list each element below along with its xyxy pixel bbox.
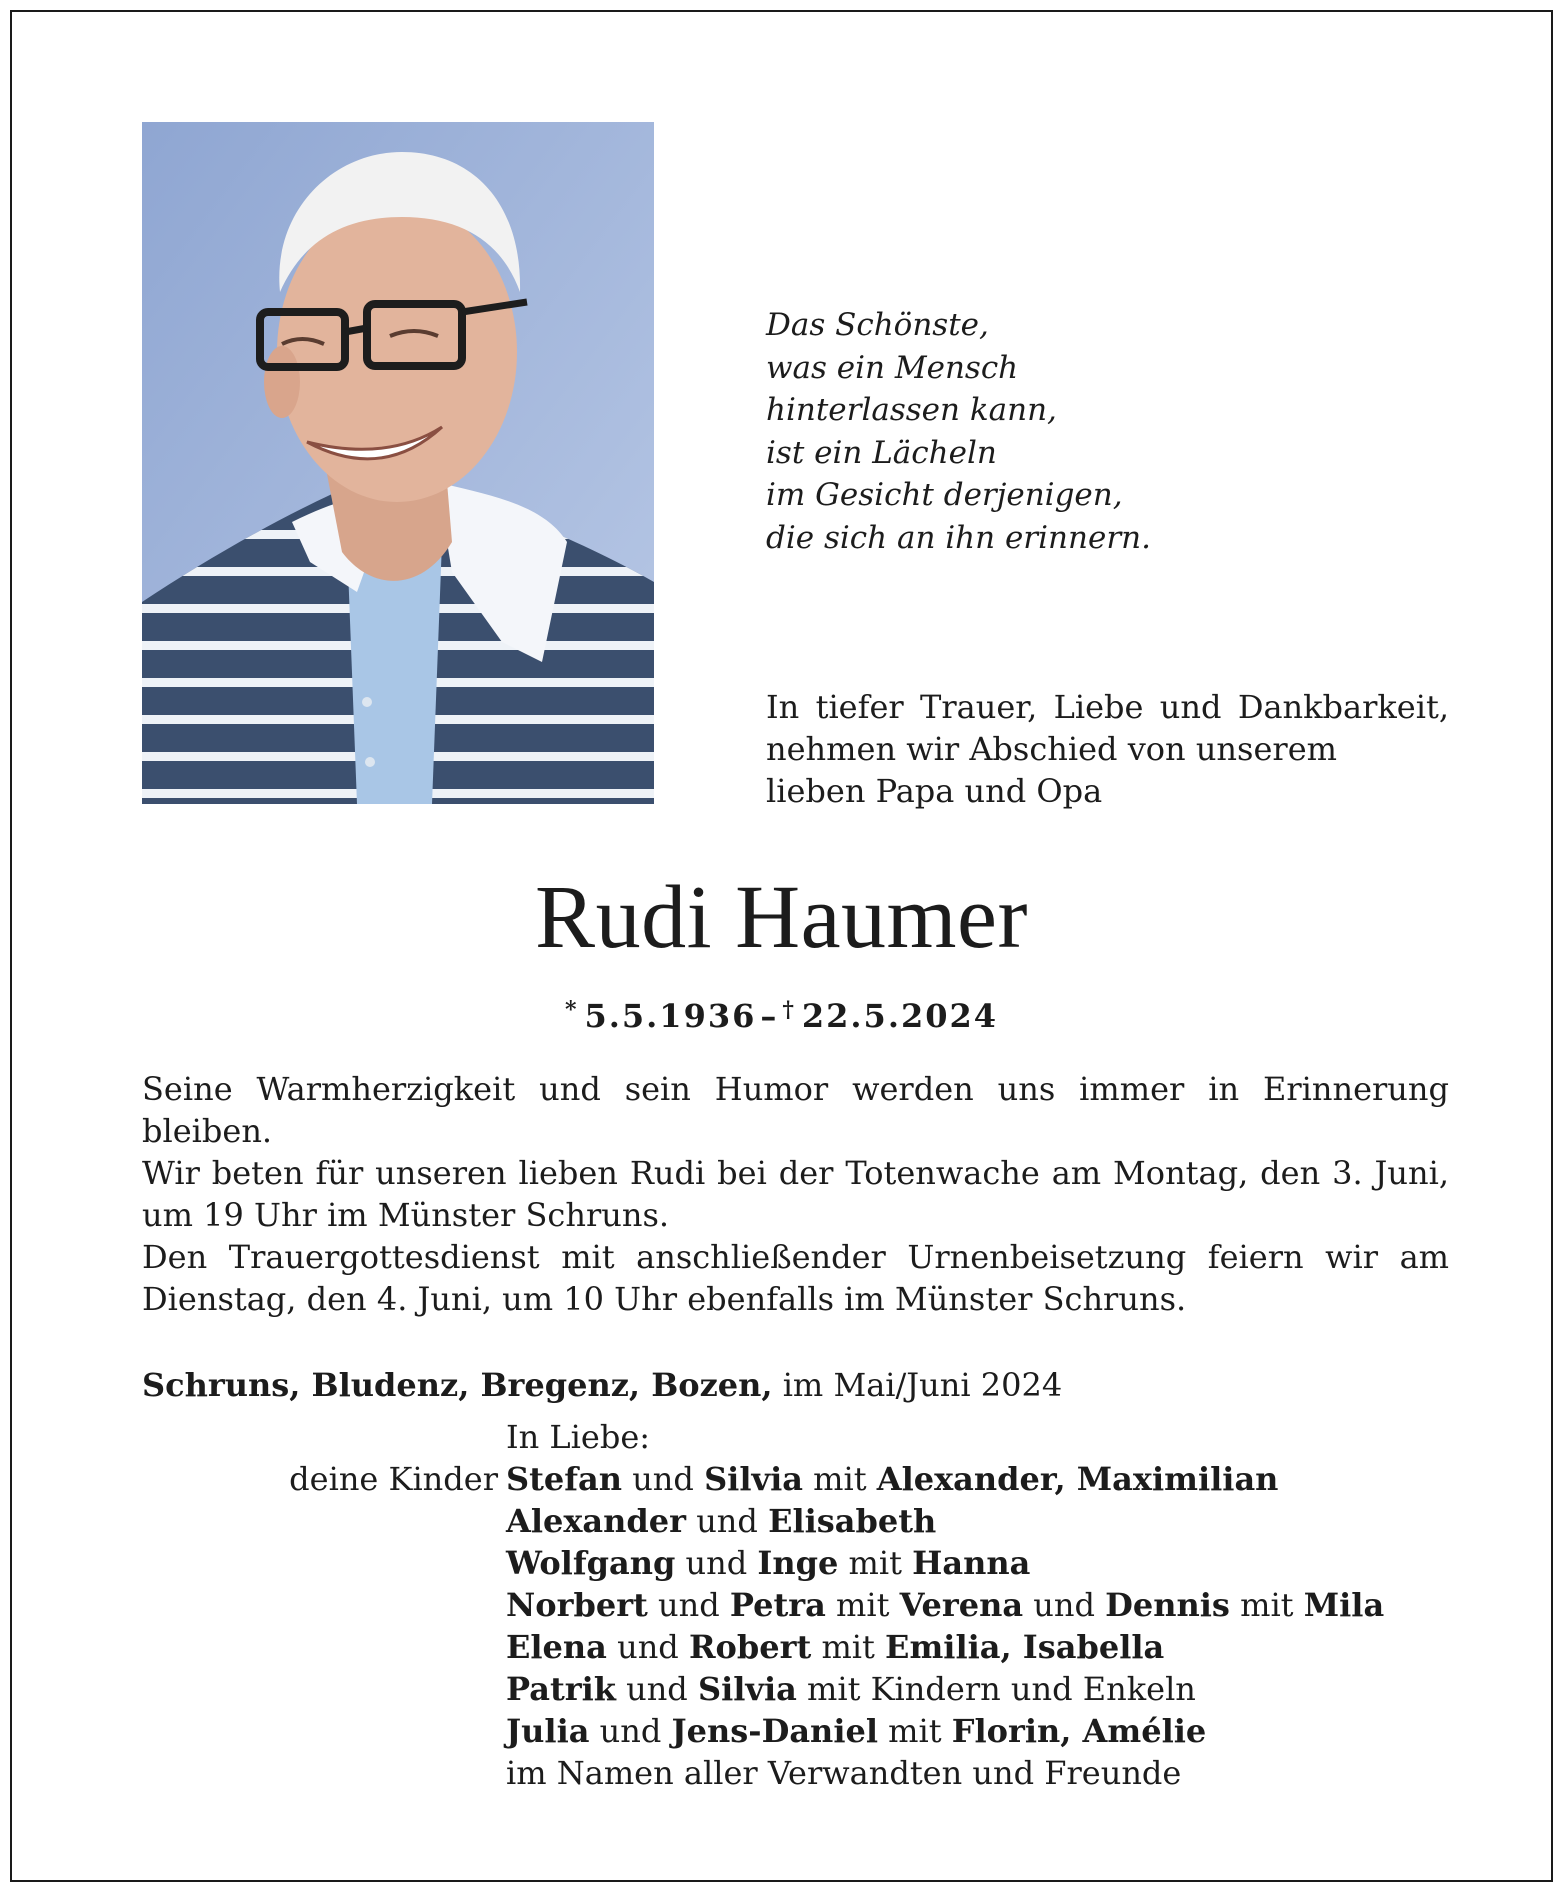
signer-name: Mila <box>1303 1586 1385 1624</box>
signer-connector: mit <box>877 1712 952 1750</box>
signers-intro: In Liebe: <box>506 1418 651 1456</box>
signer-name: Elena <box>506 1628 607 1666</box>
signer-name: Julia <box>506 1712 590 1750</box>
signer-names <box>506 1500 936 1542</box>
signer-connector: und <box>686 1502 769 1540</box>
signer-name: Silvia <box>704 1460 803 1498</box>
birth-date: 5.5.1936 <box>584 997 757 1035</box>
signer-name: Alexander <box>506 1502 687 1540</box>
signer-row <box>142 1458 1449 1500</box>
signer-name: Robert <box>688 1628 812 1666</box>
quote-line: hinterlassen kann, <box>766 392 1057 428</box>
places-and-date <box>142 1364 1062 1406</box>
signer-name: Florin, Amélie <box>951 1712 1207 1750</box>
signer-connector: und <box>675 1544 758 1582</box>
signer-name: Wolfgang <box>506 1544 676 1582</box>
paragraph-remembrance: Seine Warmherzigkeit und sein Humor werden uns immer in Erinnerung bleiben. <box>142 1070 1449 1150</box>
signer-name: Jens-Daniel <box>671 1712 878 1750</box>
birth-symbol: * <box>564 997 579 1023</box>
signer-connector: mit <box>1229 1586 1304 1624</box>
signer-connector: und <box>1023 1586 1106 1624</box>
obituary-frame <box>10 10 1553 1882</box>
memorial-quote <box>766 304 1286 559</box>
signer-row <box>142 1626 1449 1668</box>
death-date: 22.5.2024 <box>801 997 999 1035</box>
signer-name: Norbert <box>506 1586 648 1624</box>
signer-name: Elisabeth <box>768 1502 937 1540</box>
signers-closing: im Namen aller Verwandten und Freunde <box>506 1754 1182 1792</box>
signer-names <box>506 1542 1030 1584</box>
signer-row <box>142 1584 1449 1626</box>
signer-connector: mit <box>811 1628 886 1666</box>
mourning-statement <box>766 686 1449 812</box>
signer-name: Silvia <box>697 1670 797 1708</box>
signer-name: Alexander, Maximilian <box>876 1460 1279 1498</box>
place-names: Schruns, Bludenz, Bregenz, Bozen, <box>142 1366 773 1404</box>
paragraph-service: Den Trauergottesdienst mit anschließender Urnenbeisetzung feiern wir am Dienstag, den 4. Juni, um 10 Uhr ebenfalls im Münster Schruns. <box>142 1238 1449 1318</box>
signer-name: Verena <box>899 1586 1024 1624</box>
deceased-name: Rudi Haumer <box>535 868 1028 967</box>
notice-date: im Mai/Juni 2024 <box>782 1366 1063 1404</box>
signer-names <box>506 1458 1278 1500</box>
signer-name: Hanna <box>912 1544 1031 1582</box>
signer-name: Patrik <box>506 1670 616 1708</box>
portrait-image <box>142 122 654 804</box>
signers-closing-row <box>142 1752 1449 1794</box>
signer-connector: mit Kindern und Enkeln <box>796 1670 1196 1708</box>
signer-names <box>506 1584 1384 1626</box>
signer-connector: und <box>615 1670 698 1708</box>
signer-names <box>506 1626 1164 1668</box>
signer-connector: und <box>647 1586 730 1624</box>
quote-line: was ein Mensch <box>766 349 1019 386</box>
signer-name: Dennis <box>1105 1586 1230 1624</box>
signer-names <box>506 1710 1206 1752</box>
mourning-text: In tiefer Trauer, Liebe und Dankbarkeit, nehmen wir Abschied von unserem <box>766 688 1449 768</box>
signer-connector: und <box>606 1628 689 1666</box>
signer-row <box>142 1710 1449 1752</box>
mourning-last-line: lieben Papa und Opa <box>766 772 1103 810</box>
signers-list <box>142 1416 1449 1794</box>
signer-row <box>142 1542 1449 1584</box>
signer-name: Stefan <box>506 1460 623 1498</box>
quote-line: im Gesicht derjenigen, <box>766 477 1123 513</box>
signer-row <box>142 1668 1449 1710</box>
signer-connector: und <box>622 1460 705 1498</box>
quote-line: die sich an ihn erinnern. <box>766 519 1151 556</box>
signer-connector: und <box>589 1712 672 1750</box>
signer-connector: mit <box>825 1586 900 1624</box>
portrait-photo <box>142 122 654 804</box>
kinder-label: deine Kinder <box>289 1460 498 1498</box>
signer-name: Inge <box>757 1544 839 1582</box>
signer-names <box>506 1668 1196 1710</box>
signer-name: Petra <box>729 1586 826 1624</box>
signers-intro-row <box>142 1416 1449 1458</box>
signer-connector: mit <box>802 1460 877 1498</box>
life-dates <box>12 988 1551 1038</box>
signer-name: Emilia, Isabella <box>885 1628 1165 1666</box>
date-separator: – <box>760 997 779 1035</box>
death-symbol: † <box>782 997 796 1023</box>
signer-connector: mit <box>838 1544 913 1582</box>
announcement-body <box>142 1068 1449 1320</box>
quote-line: Das Schönste, <box>766 307 989 343</box>
quote-line: ist ein Lächeln <box>766 434 997 471</box>
paragraph-vigil: Wir beten für unseren lieben Rudi bei der Totenwache am Montag, den 3. Juni, um 19 Uhr im Münster Schruns. <box>142 1154 1449 1234</box>
signer-row <box>142 1500 1449 1542</box>
